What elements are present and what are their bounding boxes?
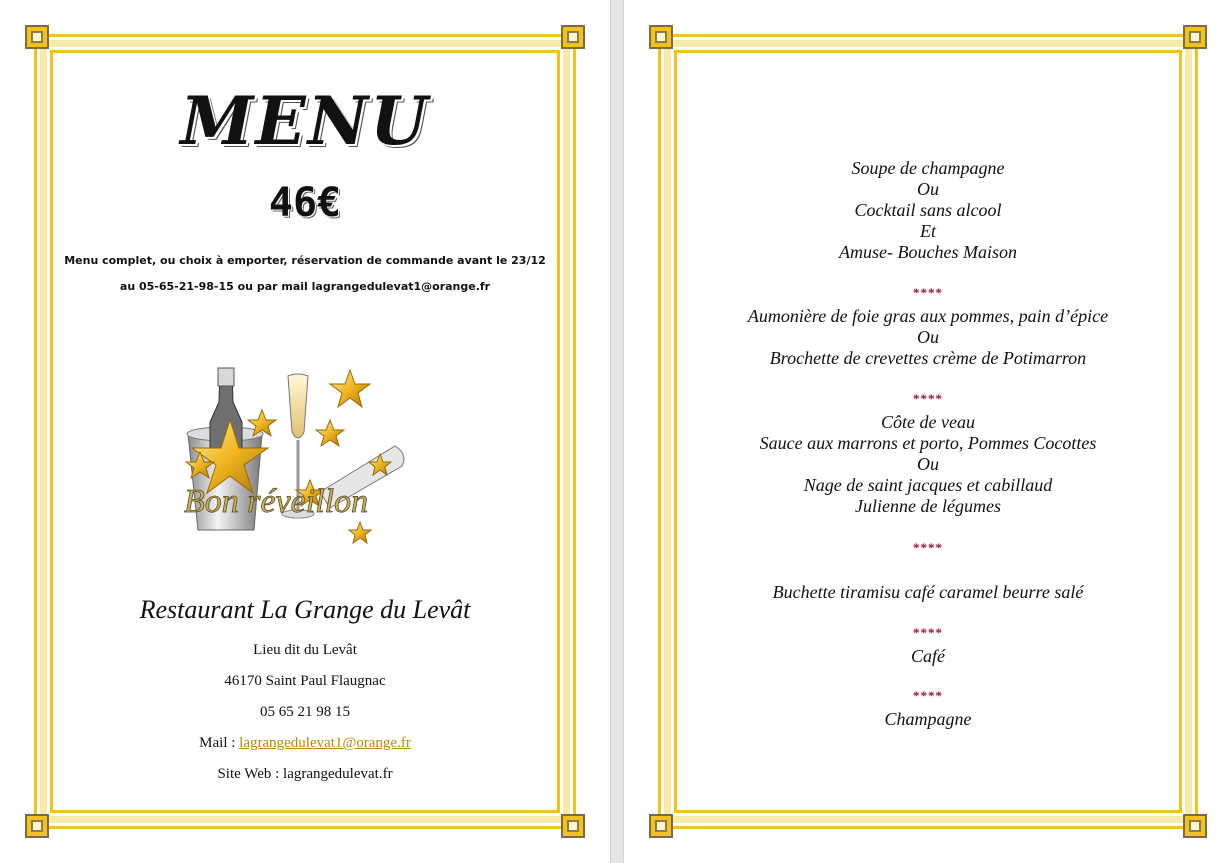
dish-line: Soupe de champagne	[851, 158, 1005, 178]
dish-line: Amuse- Bouches Maison	[839, 242, 1017, 262]
dish-line: Brochette de crevettes crème de Potimarron	[769, 348, 1087, 368]
corner-ornament	[649, 25, 673, 49]
corner-ornament	[561, 25, 585, 49]
dish-line: Ou	[917, 179, 939, 199]
bon-reveillon-illustration	[170, 362, 420, 547]
corner-ornament	[561, 814, 585, 838]
menu-page-right	[624, 0, 1232, 863]
course-separator: ****	[913, 688, 943, 703]
dish-line: Cocktail sans alcool	[854, 200, 1002, 220]
dish-line: Champagne	[884, 709, 972, 729]
dish-line: Sauce aux marrons et porto, Pommes Cocottes	[759, 433, 1097, 453]
course-separator: ****	[913, 391, 943, 406]
menu-page-left	[0, 0, 610, 863]
menu-title: MENU	[180, 82, 430, 160]
dish-line: Ou	[917, 327, 939, 347]
corner-ornament	[25, 814, 49, 838]
course-aperitif	[624, 158, 1232, 263]
corner-ornament	[649, 814, 673, 838]
menu-price: 46€	[268, 180, 342, 226]
course-starter	[624, 306, 1232, 369]
course-dessert	[624, 582, 1232, 603]
dish-line: Nage de saint jacques et cabillaud	[803, 475, 1053, 495]
dish-line: Ou	[917, 454, 939, 474]
dish-line: Aumonière de foie gras aux pommes, pain d’épice	[747, 306, 1109, 326]
address-line: Lieu dit du Levât	[253, 642, 357, 658]
corner-ornament	[1183, 25, 1207, 49]
corner-ornament	[1183, 814, 1207, 838]
booking-contact-line: au 05-65-21-98-15 ou par mail lagrangedulevat1@orange.fr	[119, 280, 491, 293]
course-separator: ****	[913, 285, 943, 300]
course-separator: ****	[913, 625, 943, 640]
course-coffee	[624, 646, 1232, 667]
dish-line: Côte de veau	[881, 412, 975, 432]
restaurant-name: Restaurant La Grange du Levât	[139, 595, 471, 624]
booking-info-line: Menu complet, ou choix à emporter, réservation de commande avant le 23/12	[64, 254, 546, 267]
dish-line: Et	[920, 221, 936, 241]
course-main	[624, 412, 1232, 517]
course-separator: ****	[913, 540, 943, 555]
dish-line: Café	[911, 646, 945, 666]
course-champagne	[624, 709, 1232, 730]
illustration-caption: Bon réveillon	[184, 483, 369, 520]
address-city: 46170 Saint Paul Flaugnac	[224, 673, 386, 689]
mail-link[interactable]: lagrangedulevat1@orange.fr	[239, 735, 411, 751]
mail-line	[0, 735, 610, 752]
dish-line: Julienne de légumes	[855, 496, 1001, 516]
mail-label: Mail :	[199, 735, 240, 751]
website-line: Site Web : lagrangedulevat.fr	[217, 766, 393, 782]
dish-line: Buchette tiramisu café caramel beurre salé	[772, 582, 1084, 602]
phone-number: 05 65 21 98 15	[260, 704, 350, 720]
corner-ornament	[25, 25, 49, 49]
